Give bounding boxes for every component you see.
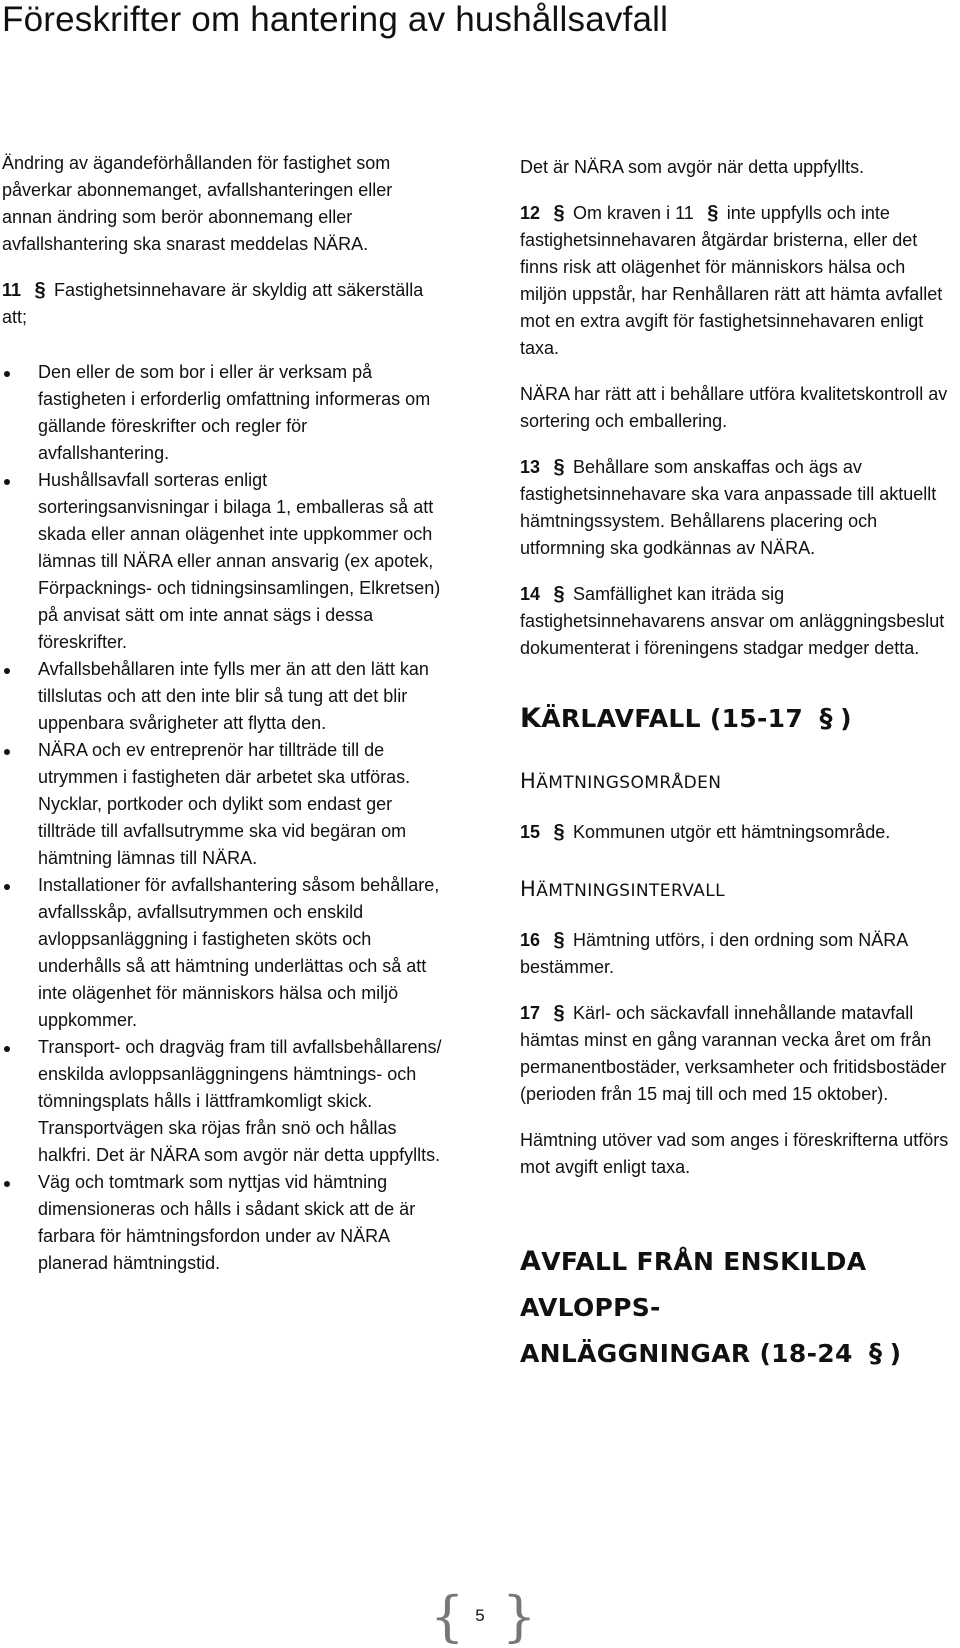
- quality-control-paragraph: NÄRA har rätt att i behållare utföra kvalitetskontroll av sortering och emballering.: [520, 384, 948, 431]
- page-footer: [430, 1585, 537, 1648]
- section-number: 15: [520, 822, 541, 842]
- left-brace-icon: {: [430, 1585, 465, 1648]
- section-sign-icon: §: [553, 456, 565, 478]
- section-number: 17: [520, 1003, 541, 1023]
- section-sign-icon: §: [553, 929, 565, 951]
- section-text: Fastighetsinnehavare är skyldig att säkerställa att;: [2, 280, 424, 327]
- list-item: Hushållsavfall sorteras enligt sorteringsanvisningar i bilaga 1, emballeras så att skada eller annan olägenhet inte uppkommer och lämnas till NÄRA eller annan ansvarig (ex apotek, Förpacknings- och tidningsinsamlingen, Elkretsen) på anvisat sätt om inte annat sägs i dessa föreskrifter.: [2, 467, 442, 656]
- right-brace-icon: }: [502, 1585, 537, 1648]
- list-item: Avfallsbehållaren inte fylls mer än att den lätt kan tillslutas och att den inte blir så tung att det blir uppenbara svårigheter att flytta den.: [2, 656, 442, 737]
- section-number: 13: [520, 457, 541, 477]
- list-item: Väg och tomtmark som nyttjas vid hämtning dimensioneras och hålls i sådant skick att de är farbara för hämtningsfordon under av NÄRA planerad hämtningstid.: [2, 1169, 442, 1277]
- obligations-list: [2, 359, 442, 1277]
- section-text: Kommunen utgör ett hämtningsområde.: [573, 822, 891, 842]
- section-number: 11: [2, 280, 22, 300]
- section-text-cont: inte uppfylls och inte fastighetsinnehavaren åtgärdar bristerna, eller det finns risk att olägenhet för människors hälsa och miljön uppstår, har Renhållaren rätt att hämta avfallet mot en extra avgift för fastighetsinnehavaren enligt taxa.: [520, 203, 943, 358]
- section-number: 16: [520, 930, 541, 950]
- right-column: [520, 154, 950, 1403]
- section-sign-icon: §: [553, 583, 565, 605]
- section-14: [520, 581, 950, 662]
- section-text: Behållare som anskaffas och ägs av fastighetsinnehavare ska vara anpassade till aktuellt hämtningssystem. Behållarens placering och utformning ska godkännas av NÄRA.: [520, 457, 937, 558]
- section-13: [520, 454, 950, 562]
- heading-hamtningsomraden: HÄMTNINGSOMRÅDEN: [520, 769, 722, 793]
- section-text: Kärl- och säckavfall innehållande matavfall hämtas minst en gång varannan vecka året om från permanentbostäder, verksamheter och fritidsbostäder (perioden från 15 maj till och med 15 oktober).: [520, 1003, 947, 1104]
- section-15: [520, 819, 950, 846]
- section-text: Samfällighet kan iträda sig fastighetsinnehavarens ansvar om anläggningsbeslut dokumenterat i föreningens stadgar medger detta.: [520, 584, 945, 658]
- list-item: Den eller de som bor i eller är verksam på fastigheten i erforderlig omfattning informeras om gällande föreskrifter och regler för avfallshantering.: [2, 359, 442, 467]
- list-item: NÄRA och ev entreprenör har tillträde till de utrymmen i fastigheten där arbetet ska utföras. Nycklar, portkoder och dylikt som endast ger tillträde till avfallsutrymme ska vid begäran om hämtning lämnas till NÄRA.: [2, 737, 442, 872]
- section-sign-icon: §: [553, 821, 565, 843]
- section-number: 14: [520, 584, 541, 604]
- heading-avlopp: AVFALL FRÅN ENSKILDA AVLOPPS- ANLÄGGNINGAR (18-24 § ): [520, 1239, 950, 1377]
- section-16: [520, 927, 950, 981]
- section-sign-icon: §: [707, 202, 719, 224]
- extra-collection-paragraph: Hämtning utöver vad som anges i föreskrifterna utförs mot avgift enligt taxa.: [520, 1130, 949, 1177]
- intro-paragraph: Ändring av ägandeförhållanden för fastighet som påverkar abonnemanget, avfallshanteringen eller annan ändring som berör abonnemang eller avfallshantering ska snarast meddelas NÄRA.: [2, 153, 393, 254]
- heading-karlavfall: KÄRLAVFALL (15-17 § ): [520, 696, 950, 742]
- list-item: Transport- och dragväg fram till avfallsbehållarens/ enskilda avloppsanläggningens hämtnings- och tömningsplats hålls i lättframkomligt skick. Transportvägen ska röjas från snö och hållas halkfri. Det är NÄRA som avgör när detta uppfyllts.: [2, 1034, 442, 1169]
- section-sign-icon: §: [553, 1002, 565, 1024]
- section-12: [520, 200, 950, 362]
- section-sign-icon: §: [34, 279, 46, 301]
- section-sign-icon: §: [819, 704, 833, 734]
- page-title: Föreskrifter om hantering av hushållsavfall: [2, 0, 669, 39]
- heading-hamtningsintervall: HÄMTNINGSINTERVALL: [520, 877, 725, 901]
- section-text: Om kraven i 11: [573, 203, 694, 223]
- page-number: 5: [475, 1606, 485, 1625]
- section-sign-icon: §: [869, 1339, 883, 1369]
- section-number: 12: [520, 203, 541, 223]
- section-11: [2, 277, 442, 331]
- left-column: [2, 150, 442, 1277]
- section-text: Hämtning utförs, i den ordning som NÄRA bestämmer.: [520, 930, 908, 977]
- section-17: [520, 1000, 950, 1108]
- section-sign-icon: §: [553, 202, 565, 224]
- continuation-paragraph: Det är NÄRA som avgör när detta uppfyllts.: [520, 157, 865, 177]
- list-item: Installationer för avfallshantering såsom behållare, avfallsskåp, avfallsutrymmen och enskild avloppsanläggning i fastigheten sköts och underhålls så att hämtning underlättas och så att inte olägenhet för människors hälsa och miljö uppkommer.: [2, 872, 442, 1034]
